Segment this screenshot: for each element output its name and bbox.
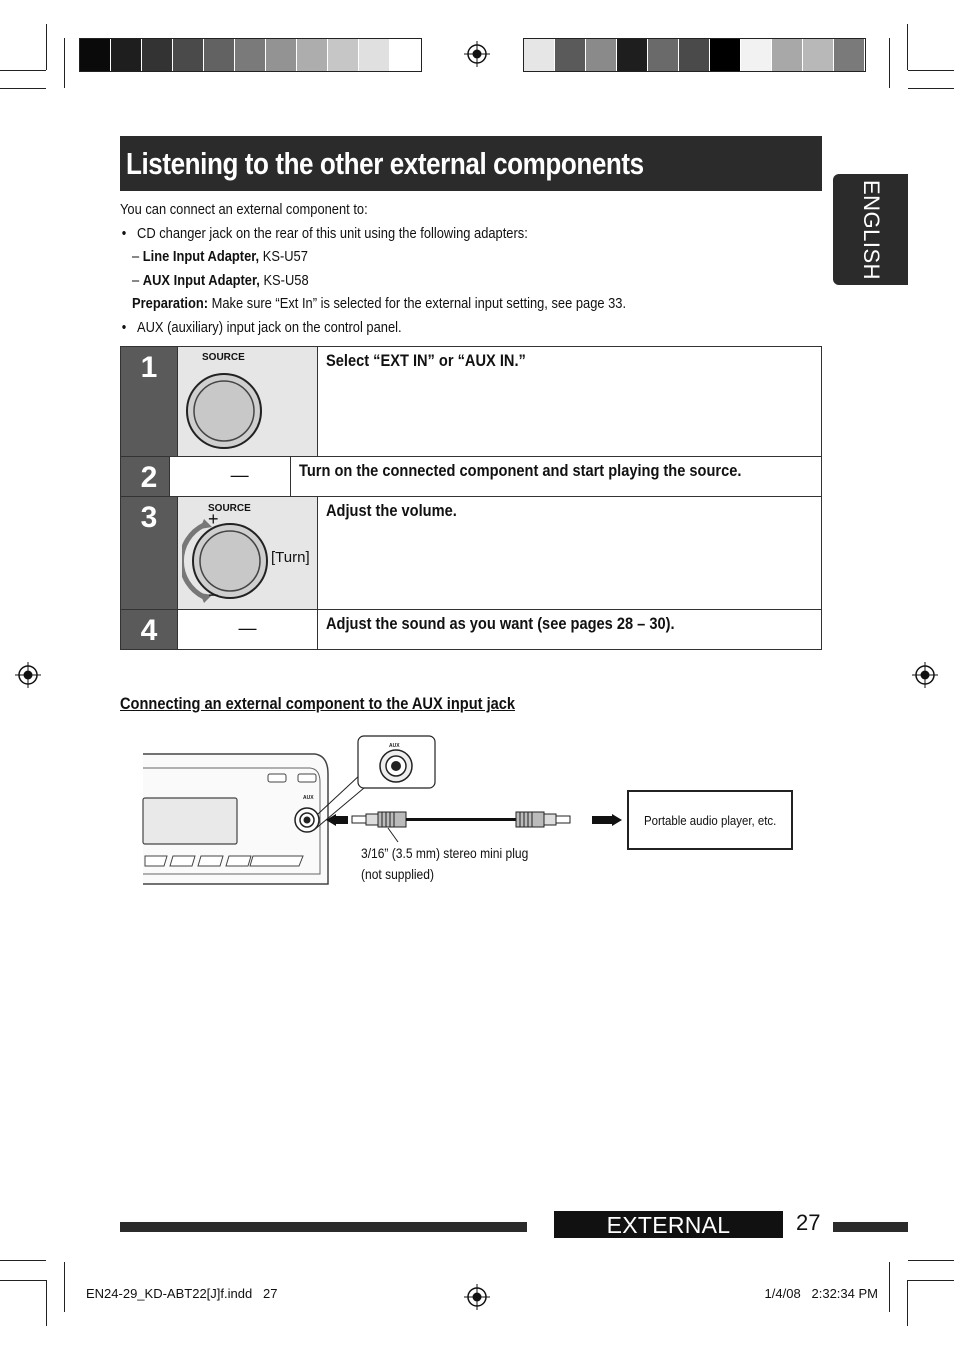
- adapter-line-2: – AUX Input Adapter, KS-U58: [132, 271, 309, 289]
- page-title: Listening to the other external components: [126, 146, 644, 181]
- color-swatch: [834, 39, 865, 71]
- color-swatch: [679, 39, 710, 71]
- color-swatch: [555, 39, 586, 71]
- source-knob-icon: [184, 371, 264, 451]
- page-title-bar: [120, 136, 822, 191]
- step-text: Adjust the sound as you want (see pages 28 – 30).: [326, 614, 675, 633]
- step-dash: —: [230, 465, 249, 485]
- step-row: [121, 609, 821, 649]
- step-number: 1: [121, 347, 177, 456]
- color-swatch: [586, 39, 617, 71]
- adapter-1-name: Line Input Adapter,: [142, 248, 260, 265]
- crop-mark: [889, 38, 890, 88]
- crop-mark: [64, 38, 65, 88]
- crop-mark: [907, 1280, 908, 1326]
- volume-knob-icon: [182, 513, 272, 607]
- crop-mark: [0, 70, 46, 71]
- color-swatch: [710, 39, 741, 71]
- svg-text:AUX: AUX: [303, 795, 314, 801]
- color-swatch: [741, 39, 772, 71]
- language-tab: [833, 174, 908, 285]
- registration-mark-icon: [464, 1284, 490, 1310]
- date-slug: 1/4/08 2:32:34 PM: [764, 1286, 878, 1301]
- crop-mark: [889, 1262, 890, 1312]
- language-tab-label: ENGLISH: [858, 179, 884, 280]
- step-number: 4: [121, 610, 177, 649]
- crop-mark: [0, 1260, 46, 1261]
- portable-player-label: Portable audio player, etc.: [643, 812, 777, 828]
- crop-mark: [46, 24, 47, 70]
- file-slug: EN24-29_KD-ABT22[J]f.indd 27: [86, 1286, 278, 1301]
- crop-mark: [46, 1280, 47, 1326]
- step-text: Turn on the connected component and start playing the source.: [298, 461, 741, 480]
- step-number: 3: [121, 497, 177, 609]
- step-image: [177, 497, 318, 609]
- color-swatch: [266, 39, 297, 71]
- color-swatch: [772, 39, 803, 71]
- adapter-1-model: KS-U57: [259, 248, 308, 265]
- registration-mark-icon: [912, 662, 938, 688]
- step-image: [177, 610, 318, 649]
- aux-section-heading: Connecting an external component to the AUX input jack: [120, 694, 516, 713]
- step-text: Adjust the volume.: [326, 501, 457, 520]
- step-image: [177, 347, 318, 456]
- color-swatch: [235, 39, 266, 71]
- intro-bullet-1: • CD changer jack on the rear of this unit using the following adapters:: [121, 224, 528, 242]
- steps-table: [120, 346, 822, 650]
- crop-mark: [907, 24, 908, 70]
- color-swatch: [142, 39, 173, 71]
- preparation-note: [120, 292, 626, 316]
- color-swatches-right: [523, 38, 866, 72]
- color-swatch: [617, 39, 648, 71]
- footer-rule-left: [120, 1222, 527, 1232]
- color-swatch: [297, 39, 328, 71]
- source-knob-label: SOURCE: [208, 503, 251, 514]
- volume-minus-icon: −: [208, 585, 219, 605]
- crop-mark: [908, 1280, 954, 1281]
- plug-caption-line-2: (not supplied): [361, 866, 434, 882]
- color-swatch: [524, 39, 555, 71]
- plug-caption: [361, 843, 556, 885]
- color-swatch: [328, 39, 359, 71]
- color-swatch: [204, 39, 235, 71]
- step-row: [121, 456, 821, 496]
- step-image: [169, 457, 290, 496]
- intro-bullet-2: • AUX (auxiliary) input jack on the control panel.: [121, 318, 402, 336]
- color-swatch: [359, 39, 390, 71]
- color-swatch: [111, 39, 142, 71]
- portable-player-box: [627, 790, 793, 850]
- step-row: [121, 347, 821, 456]
- adapter-2-model: KS-U58: [259, 271, 309, 289]
- volume-plus-icon: +: [208, 509, 219, 529]
- step-dash: —: [238, 618, 257, 638]
- step-row: [121, 496, 821, 609]
- turn-label: [Turn]: [271, 549, 310, 566]
- registration-mark-icon: [464, 41, 490, 67]
- crop-mark: [64, 1262, 65, 1312]
- page-number: 27: [796, 1210, 821, 1235]
- footer-rule-right: [833, 1222, 908, 1232]
- crop-mark: [908, 88, 954, 89]
- step-number: 2: [121, 457, 169, 496]
- crop-mark: [908, 70, 954, 71]
- color-swatch: [803, 39, 834, 71]
- registration-mark-icon: [15, 662, 41, 688]
- color-swatch: [390, 39, 421, 71]
- adapter-line-1: – Line Input Adapter, KS-U57: [132, 248, 308, 265]
- crop-mark: [908, 1260, 954, 1261]
- step-text: Select “EXT IN” or “AUX IN.”: [326, 351, 526, 370]
- intro-lead: You can connect an external component to:: [120, 201, 368, 218]
- color-swatch: [173, 39, 204, 71]
- preparation-text: Make sure “Ext In” is selected for the external input setting, see page 33.: [208, 295, 627, 312]
- section-tab: EXTERNAL DEVICES: [554, 1211, 783, 1238]
- intro-text: [120, 198, 708, 339]
- svg-text:AUX: AUX: [389, 743, 400, 749]
- adapter-2-name: AUX Input Adapter,: [142, 271, 260, 289]
- preparation-label: Preparation:: [132, 295, 209, 312]
- source-knob-label: SOURCE: [202, 352, 245, 363]
- color-swatches-left: [79, 38, 422, 72]
- color-swatch: [80, 39, 111, 71]
- crop-mark: [0, 1280, 46, 1281]
- plug-caption-line-1: 3/16” (3.5 mm) stereo mini plug: [361, 845, 529, 861]
- crop-mark: [0, 88, 46, 89]
- color-swatch: [648, 39, 679, 71]
